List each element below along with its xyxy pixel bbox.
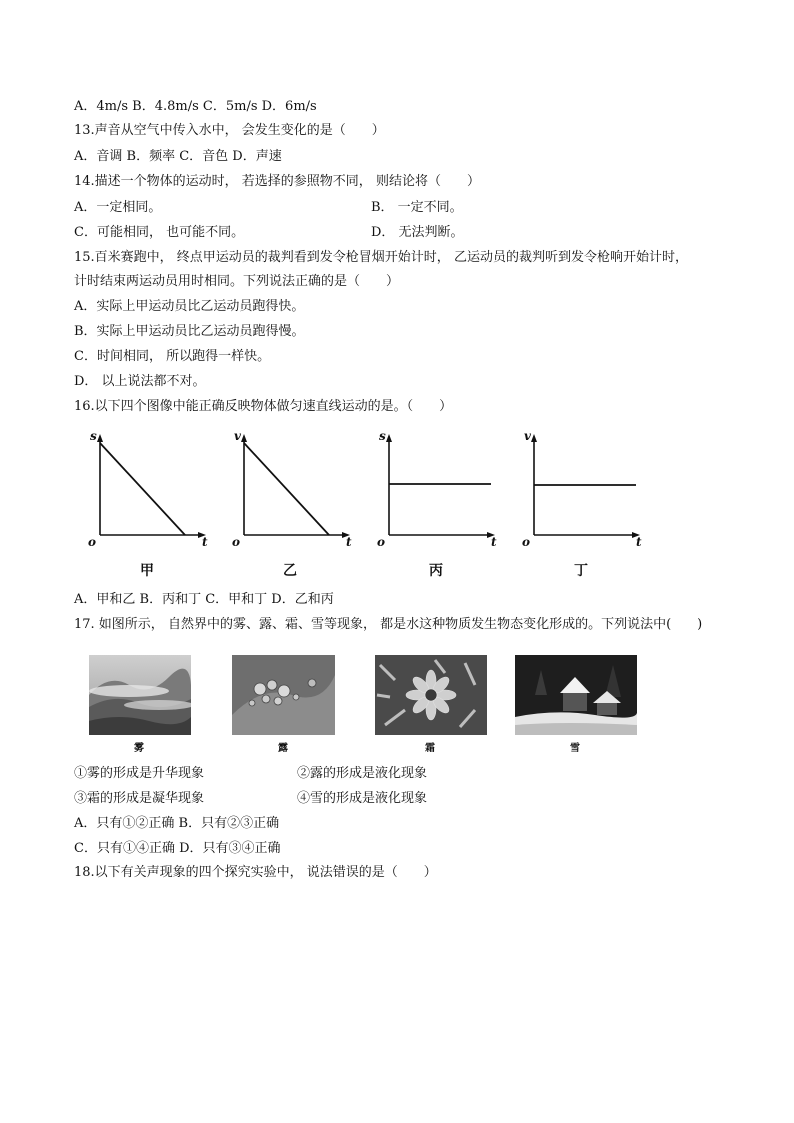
q18-stem: 18.以下有关声现象的四个探究实验中， 说法错误的是（ ） [74, 865, 437, 880]
q14-option-d: D． 无法判断。 [371, 225, 464, 240]
graph-jia-origin: o [88, 535, 97, 548]
q17-statements-row2 [74, 790, 428, 808]
q15-option-d: D． 以上说法都不对。 [74, 374, 206, 389]
q17-stmt-4: ④雪的形成是液化现象 [297, 791, 428, 806]
graph-bing [371, 428, 501, 548]
graph-yi-origin: o [232, 535, 241, 548]
graph-ding [516, 428, 646, 548]
photo-frost [375, 655, 487, 735]
graph-yi-y-label: v [234, 429, 241, 443]
graph-ding-name: 丁 [574, 563, 588, 579]
graph-ding-origin: o [522, 535, 531, 548]
q13-stem: 13.声音从空气中传入水中， 会发生变化的是（ ） [74, 123, 385, 138]
q17-stmt-3: ③霜的形成是凝华现象 [74, 791, 205, 806]
graph-ding-x-label: t [636, 535, 642, 548]
graph-bing-x-label: t [491, 535, 497, 548]
photo-fog [89, 655, 191, 735]
q15-option-a: A．实际上甲运动员比乙运动员跑得快。 [74, 299, 305, 314]
graph-jia-name: 甲 [140, 563, 154, 579]
q12-options: A．4m/s B．4.8m/s C．5m/s D．6m/s [74, 99, 317, 114]
q15-option-c: C．时间相同， 所以跑得一样快。 [74, 349, 271, 364]
photo-fog-label: 雾 [134, 743, 144, 754]
graph-bing-origin: o [377, 535, 386, 548]
q14-option-a: A．一定相同。 [74, 200, 162, 215]
graph-yi-x-label: t [346, 535, 352, 548]
q14-options-row1 [74, 199, 463, 217]
q17-stem: 17. 如图所示， 自然界中的雾、露、霜、雪等现象， 都是水这种物质发生物态变化形成的。下列说法中( ) [74, 617, 703, 632]
graph-yi-name: 乙 [283, 563, 297, 579]
q14-stem: 14.描述一个物体的运动时， 若选择的参照物不同， 则结论将（ ） [74, 174, 480, 189]
q14-option-b: B． 一定不同。 [371, 200, 463, 215]
q15-option-b: B．实际上甲运动员比乙运动员跑得慢。 [74, 324, 305, 339]
q14-option-c: C．可能相同， 也可能不同。 [74, 225, 245, 240]
graph-ding-y-label: v [524, 429, 531, 443]
q15-stem-line2: 计时结束两运动员用时相同。下列说法正确的是（ ） [74, 274, 400, 289]
q16-options: A．甲和乙 B．丙和丁 C．甲和丁 D．乙和丙 [74, 592, 334, 607]
q17-options-cd: C．只有①④正确 D．只有③④正确 [74, 841, 281, 856]
photo-dew-label: 露 [278, 743, 288, 754]
q16-stem: 16.以下四个图像中能正确反映物体做匀速直线运动的是。（ ） [74, 399, 453, 414]
graph-bing-y-label: s [379, 429, 386, 443]
q14-options-row2 [74, 224, 464, 242]
graph-yi [226, 428, 356, 548]
q17-stmt-2: ②露的形成是液化现象 [297, 766, 428, 781]
photo-dew [232, 655, 335, 735]
q17-stmt-1: ①雾的形成是升华现象 [74, 766, 205, 781]
photo-snow [515, 655, 637, 735]
graph-jia-y-label: s [90, 429, 97, 443]
graph-jia-line [100, 443, 185, 535]
graph-yi-line [244, 443, 329, 535]
graph-jia-x-label: t [202, 535, 208, 548]
photo-frost-label: 霜 [425, 743, 435, 754]
q13-options: A．音调 B．频率 C．音色 D．声速 [74, 149, 282, 164]
q17-options-ab: A．只有①②正确 B．只有②③正确 [74, 816, 280, 831]
graph-jia [82, 428, 212, 548]
graph-bing-name: 丙 [429, 563, 443, 579]
q17-statements-row1 [74, 765, 428, 783]
q15-stem-line1: 15.百米赛跑中， 终点甲运动员的裁判看到发令枪冒烟开始计时， 乙运动员的裁判听到发令枪响开始计时， [74, 250, 688, 265]
photo-snow-label: 雪 [570, 743, 580, 754]
